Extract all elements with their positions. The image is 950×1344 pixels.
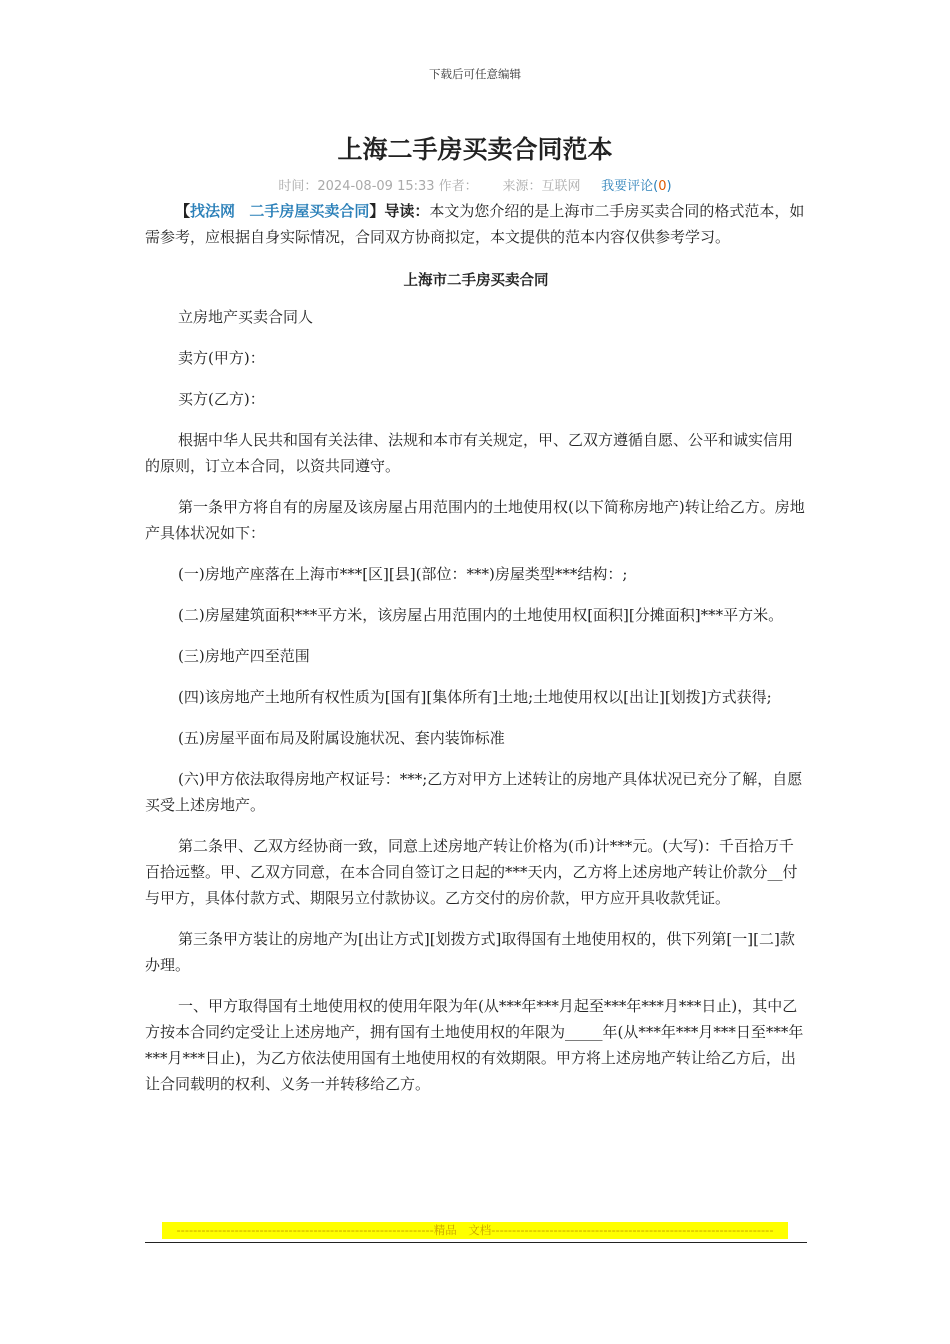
- paragraph: (三)房地产四至范围: [178, 647, 310, 665]
- paragraph-article-3: 第三条甲方装让的房地产为[出让方式][划拨方式]取得国有土地使用权的，供下列第[一][二]款办理。: [145, 930, 795, 974]
- item-1-blank: _____: [565, 1023, 603, 1041]
- intro-text: 本文为您介绍的是上海市二手房买卖合同的格式范本，如需参考，应根据自身实际情况，合同双方协商拟定，本文提供的范本内容仅供参考学习。: [145, 202, 805, 246]
- article-2-text-a: 第二条甲、乙双方经协商一致，同意上述房地产转让价格为(币)计***元。(大写)：千百拾万千百拾远整。甲、乙双方同意，在本合同自签订之日起的***天内，乙方将上述房地产转让价款分: [145, 837, 794, 881]
- paragraph-item-1: [145, 993, 807, 1097]
- paragraph: (五)房屋平面布局及附属设施状况、套内装饰标准: [178, 729, 505, 747]
- article-2-text-b: 付与甲方，具体付款方式、期限另立付款协议。乙方交付的房价款，甲方应开具收款凭证。: [145, 863, 798, 907]
- intro-lead: 导读：: [384, 202, 430, 220]
- paragraph: (一)房地产座落在上海市***[区][县](部位：***)房屋类型***结构：;: [178, 565, 628, 583]
- paragraph: 根据中华人民共和国有关法律、法规和本市有关规定，甲、乙双方遵循自愿、公平和诚实信用的原则，订立本合同，以资共同遵守。: [145, 431, 794, 475]
- comment-link[interactable]: [601, 179, 671, 194]
- contract-title: 上海市二手房买卖合同: [403, 273, 549, 289]
- item-1-text-a: 一、甲方取得国有土地使用权的使用年限为年(从***年***月起至***年***月***日止)，其中乙方按本合同约定受让上述房地产，拥有国有土地使用权的年限为: [145, 997, 798, 1041]
- comment-link-label[interactable]: 我要评论(: [601, 179, 659, 194]
- paragraph-article-2: [145, 833, 807, 911]
- intro-close-bracket: 】: [369, 202, 385, 220]
- intro-open-bracket: 【: [175, 202, 191, 220]
- meta-source: 来源：互联网: [502, 179, 581, 194]
- comment-count[interactable]: 0: [658, 179, 667, 194]
- paragraph: 买方(乙方)：: [178, 390, 265, 408]
- paragraph: 立房地产买卖合同人: [178, 308, 314, 326]
- paragraph: (六)甲方依法取得房地产权证号：***;乙方对甲方上述转让的房地产具体状况已充分了解，自愿买受上述房地产。: [145, 770, 803, 814]
- paragraph: 卖方(甲方)：: [178, 349, 265, 367]
- item-1-text-b: 年(从***年***月***日至***年***月***日止)，为乙方依法使用国有土地使用权的有效期限。甲方将上述房地产转让给乙方后，出让合同载明的权利、义务一并转移给乙方。: [145, 1023, 804, 1093]
- intro-paragraph: [145, 198, 807, 250]
- meta-time: 时间：2024-08-09 15:33 作者：: [278, 179, 478, 194]
- article-meta: [0, 175, 950, 194]
- paragraph: (二)房屋建筑面积***平方米，该房屋占用范围内的土地使用权[面积][分摊面积]***平方米。: [178, 606, 784, 624]
- comment-link-close[interactable]: ): [666, 179, 672, 194]
- paragraph: (四)该房地产土地所有权性质为[国有][集体所有]土地;土地使用权以[出让][划拨]方式获得;: [178, 688, 772, 706]
- paragraph: 第一条甲方将自有的房屋及该房屋占用范围内的土地使用权(以下简称房地产)转让给乙方。房地产具体状况如下：: [145, 498, 805, 542]
- footer-divider: [145, 1242, 807, 1243]
- keyword-link-contract[interactable]: 二手房屋买卖合同: [249, 202, 370, 220]
- article-2-blank: __: [767, 863, 783, 881]
- header-note: 下载后可任意编辑: [429, 67, 521, 81]
- page-title: 上海二手房买卖合同范本: [337, 135, 613, 164]
- keyword-link-zhaofawang[interactable]: 找法网: [190, 202, 236, 220]
- article-body: [145, 198, 807, 1112]
- footer-banner: --------------------------------------------------------------精品 文档--------------------------------------------------------------------: [162, 1222, 788, 1239]
